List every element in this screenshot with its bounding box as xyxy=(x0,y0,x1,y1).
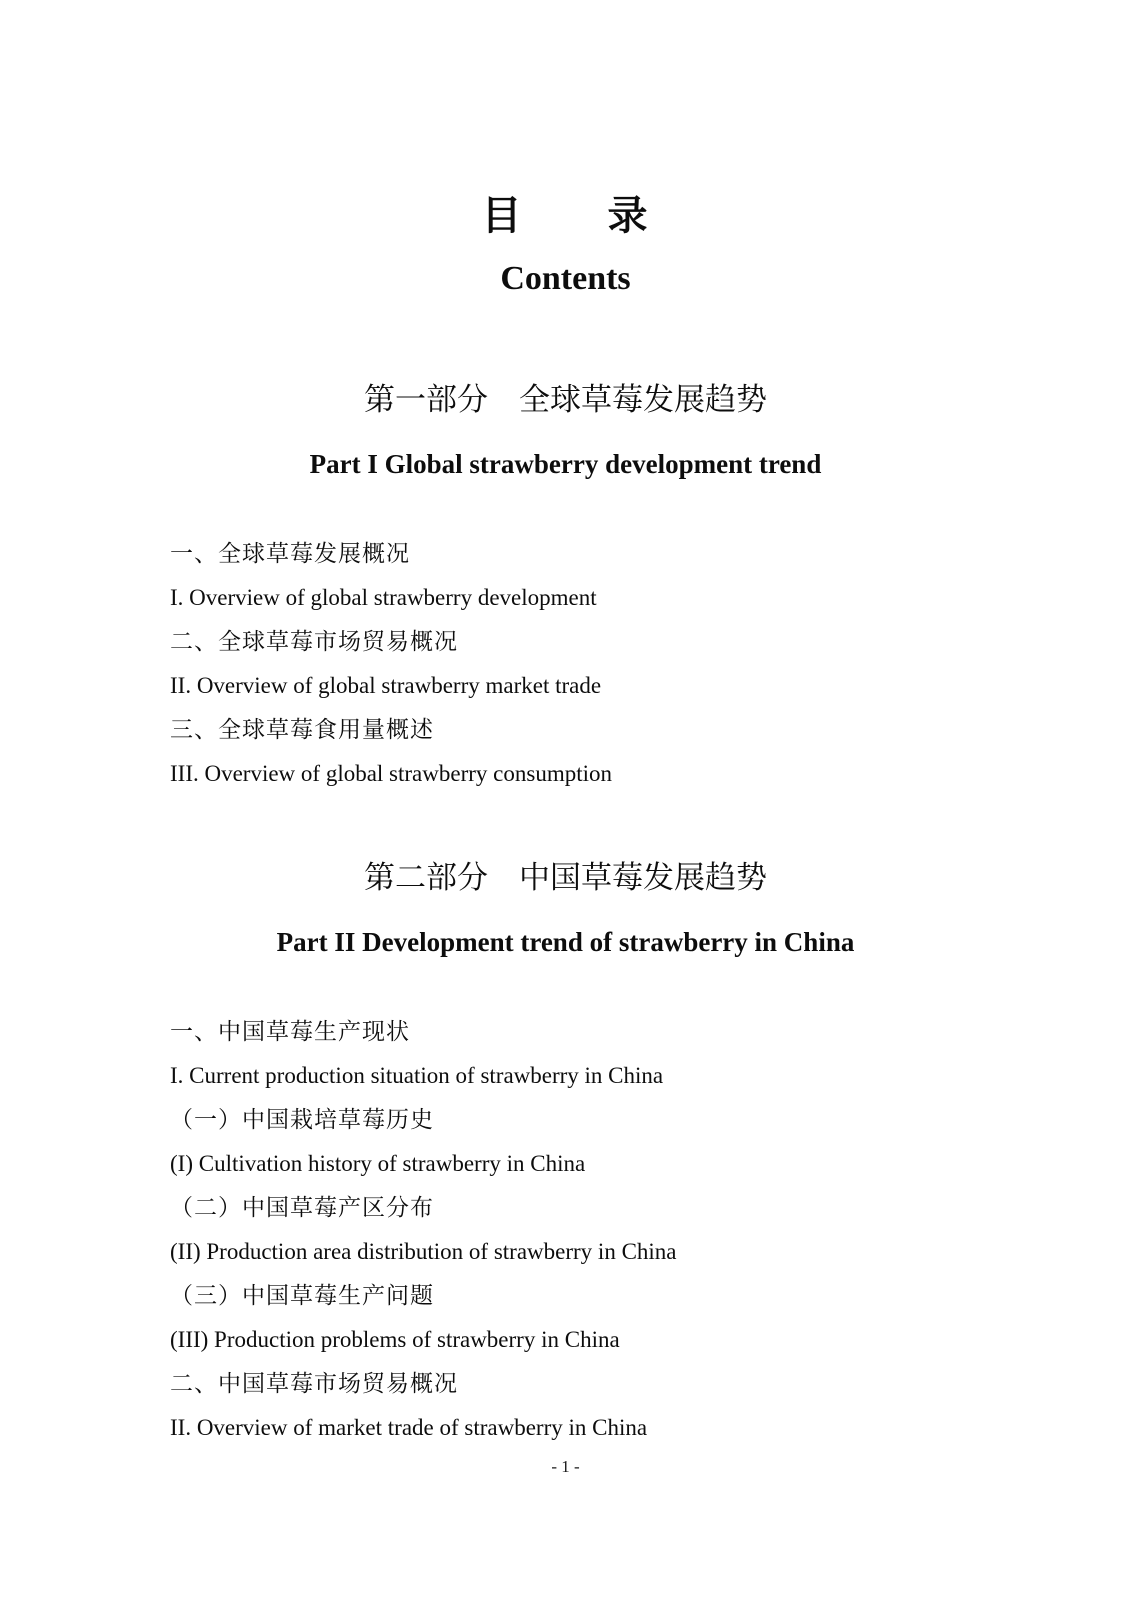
toc-line: (II) Production area distribution of strawberry in China xyxy=(170,1239,677,1264)
toc-line: I. Overview of global strawberry development xyxy=(170,585,597,610)
part2-heading-english: Part II Development trend of strawberry in China xyxy=(276,927,855,957)
toc-line: 三、全球草莓食用量概述 xyxy=(170,717,434,742)
toc-line: （二）中国草莓产区分布 xyxy=(170,1195,434,1220)
toc-line: 一、中国草莓生产现状 xyxy=(170,1019,410,1044)
toc-section-part1 xyxy=(170,380,961,796)
toc-line: 一、全球草莓发展概况 xyxy=(170,541,410,566)
document-title-chinese: 目 录 xyxy=(481,193,650,238)
toc-line: (I) Cultivation history of strawberry in China xyxy=(170,1151,586,1176)
toc-line: 二、全球草莓市场贸易概况 xyxy=(170,629,458,654)
toc-section-part2 xyxy=(170,858,961,1450)
part2-heading-chinese: 第二部分 中国草莓发展趋势 xyxy=(364,860,767,895)
toc-line: (III) Production problems of strawberry in China xyxy=(170,1327,620,1352)
toc-line: I. Current production situation of strawberry in China xyxy=(170,1063,664,1088)
toc-line: （三）中国草莓生产问题 xyxy=(170,1283,434,1308)
toc-line: （一）中国栽培草莓历史 xyxy=(170,1107,434,1132)
toc-line: II. Overview of market trade of strawberry in China xyxy=(170,1415,648,1440)
part1-toc-list xyxy=(170,532,961,796)
toc-line: III. Overview of global strawberry consumption xyxy=(170,761,612,786)
page-number: - 1 - xyxy=(551,1457,580,1476)
part2-toc-list xyxy=(170,1010,961,1450)
toc-line: II. Overview of global strawberry market trade xyxy=(170,673,602,698)
part1-heading-english: Part I Global strawberry development trend xyxy=(309,449,822,479)
part1-heading-chinese: 第一部分 全球草莓发展趋势 xyxy=(364,382,767,417)
toc-line: 二、中国草莓市场贸易概况 xyxy=(170,1371,458,1396)
document-title-english: Contents xyxy=(500,260,631,297)
